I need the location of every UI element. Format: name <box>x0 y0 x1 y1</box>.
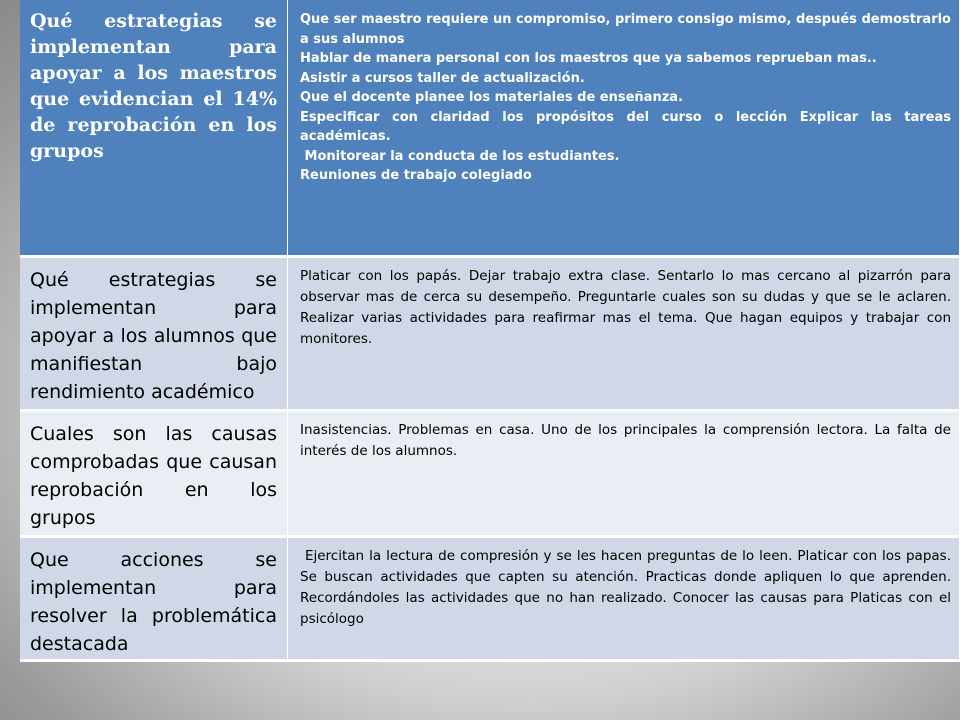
answer-line: Especificar con claridad los propósitos del curso o lección Explicar las tareas académicas. <box>300 109 951 144</box>
answer-line: Que ser maestro requiere un compromiso, primero consigo mismo, después demostrarlo a sus alumnos <box>300 12 951 47</box>
answer-line: Reuniones de trabajo colegiado <box>300 168 532 183</box>
question-cell: Cuales son las causas comprobadas que causan reprobación en los grupos <box>20 412 288 538</box>
answer-cell: Ejercitan la lectura de compresión y se les hacen preguntas de lo leen. Platicar con los papas. Se buscan actividades que capten su atención. Practicas donde apliquen lo que aprenden. Recordándoles las actividades que no han realizado. Conocer las causas para Platicas con el psicólogo <box>288 538 960 662</box>
answer-line: Asistir a cursos taller de actualización. <box>300 70 585 86</box>
question-cell: Que acciones se implementan para resolver la problemática destacada <box>20 538 288 662</box>
answer-line: Monitorear la conducta de los estudiantes. <box>300 148 620 164</box>
question-cell: Qué estrategias se implementan para apoyar a los alumnos que manifiestan bajo rendimiento académico <box>20 258 288 412</box>
answer-cell: Platicar con los papás. Dejar trabajo extra clase. Sentarlo lo mas cercano al pizarrón para observar mas de cerca su desempeño. Preguntarle cuales son su dudas y que se le aclaren. Realizar varias actividades para reafirmar mas el tema. Que hagan equipos y trabajar con monitores. <box>288 258 960 412</box>
question-cell: Qué estrategias se implementan para apoyar a los maestros que evidencian el 14% de reprobación en los grupos <box>20 0 288 258</box>
answer-line: Hablar de manera personal con los maestros que ya sabemos reprueban mas.. <box>300 51 877 66</box>
answer-line: Que el docente planee los materiales de enseñanza. <box>300 90 683 105</box>
strategies-table <box>20 0 960 662</box>
answer-cell <box>288 0 960 258</box>
answer-cell: Inasistencias. Problemas en casa. Uno de los principales la comprensión lectora. La falta de interés de los alumnos. <box>288 412 960 538</box>
